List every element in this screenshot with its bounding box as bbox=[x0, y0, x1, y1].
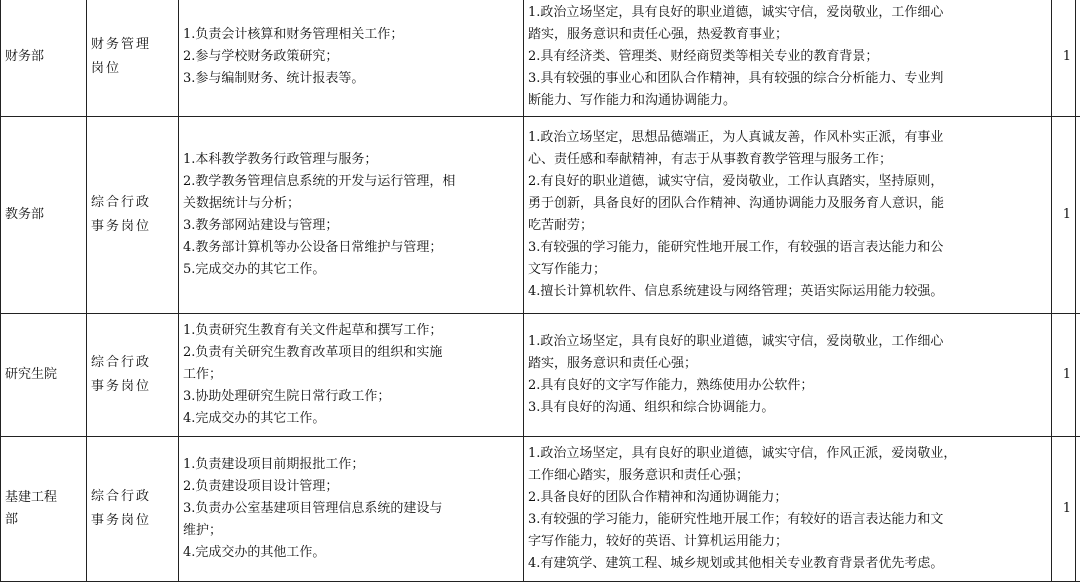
table-row bbox=[1, 437, 1080, 582]
requirements-cell: 1.政治立场坚定，具有良好的职业道德，诚实守信，作风正派，爱岗敬业， 工作细心踏实，服务意识和责任心强； 2.具备良好的团队合作精神和沟通协调能力； 3.有较强的学习能力，能研究性地开展工作；有较好的语言表达能力和文 字写作能力，较好的英语、计算机运用能力； 4.有建筑学、建筑工程、城乡规划或其他相关专业教育背景者优先考虑。 bbox=[524, 437, 1052, 582]
duties-cell: 1.负责建设项目前期报批工作； 2.负责建设项目设计管理； 3.负责办公室基建项目管理信息系统的建设与 维护； 4.完成交办的其他工作。 bbox=[179, 437, 524, 582]
table-row bbox=[1, 314, 1080, 437]
headcount-cell: 1 bbox=[1052, 117, 1076, 314]
duties-cell: 1.负责会计核算和财务管理相关工作； 2.参与学校财务政策研究； 3.参与编制财务、统计报表等。 bbox=[179, 0, 524, 117]
duties-cell: 1.本科教学教务行政管理与服务； 2.教学教务管理信息系统的开发与运行管理，相 关数据统计与分析； 3.教务部网站建设与管理； 4.教务部计算机等办公设备日常维护与管理； 5.完成交办的其它工作。 bbox=[179, 117, 524, 314]
table-row bbox=[1, 0, 1080, 117]
post-cell: 财务管理 岗位 bbox=[87, 0, 179, 117]
requirements-cell: 1.政治立场坚定，思想品德端正，为人真诚友善，作风朴实正派，有事业 心、责任感和奉献精神，有志于从事教育教学管理与服务工作； 2.有良好的职业道德，诚实守信，爱岗敬业，工作认真踏实，坚持原则， 勇于创新，具备良好的团队合作精神、沟通协调能力及服务育人意识，能 吃苦耐劳； 3.有较强的学习能力，能研究性地开展工作，有较强的语言表达能力和公 文写作能力； 4.擅长计算机软件、信息系统建设与网络管理；英语实际运用能力较强。 bbox=[524, 117, 1052, 314]
post-cell: 综合行政 事务岗位 bbox=[87, 314, 179, 437]
duties-cell: 1.负责研究生教育有关文件起草和撰写工作； 2.负责有关研究生教育改革项目的组织和实施 工作； 3.协助处理研究生院日常行政工作； 4.完成交办的其它工作。 bbox=[179, 314, 524, 437]
department-cell: 研究生院 bbox=[1, 314, 87, 437]
department-cell: 财务部 bbox=[1, 0, 87, 117]
edge-cell bbox=[1076, 0, 1080, 117]
post-cell: 综合行政 事务岗位 bbox=[87, 117, 179, 314]
requirements-cell: 1.政治立场坚定，具有良好的职业道德，诚实守信，爱岗敬业，工作细心 踏实，服务意识和责任心强，热爱教育事业； 2.具有经济类、管理类、财经商贸类等相关专业的教育背景； 3.具有较强的事业心和团队合作精神，具有较强的综合分析能力、专业判 断能力、写作能力和沟通协调能力。 bbox=[524, 0, 1052, 117]
edge-cell bbox=[1076, 117, 1080, 314]
edge-cell bbox=[1076, 314, 1080, 437]
department-cell: 基建工程 部 bbox=[1, 437, 87, 582]
headcount-cell: 1 bbox=[1052, 437, 1076, 582]
requirements-cell: 1.政治立场坚定，具有良好的职业道德，诚实守信，爱岗敬业，工作细心 踏实，服务意识和责任心强； 2.具有良好的文字写作能力，熟练使用办公软件； 3.具有良好的沟通、组织和综合协调能力。 bbox=[524, 314, 1052, 437]
table-row bbox=[1, 117, 1080, 314]
edge-cell bbox=[1076, 437, 1080, 582]
headcount-cell: 1 bbox=[1052, 314, 1076, 437]
department-cell: 教务部 bbox=[1, 117, 87, 314]
post-cell: 综合行政 事务岗位 bbox=[87, 437, 179, 582]
headcount-cell: 1 bbox=[1052, 0, 1076, 117]
